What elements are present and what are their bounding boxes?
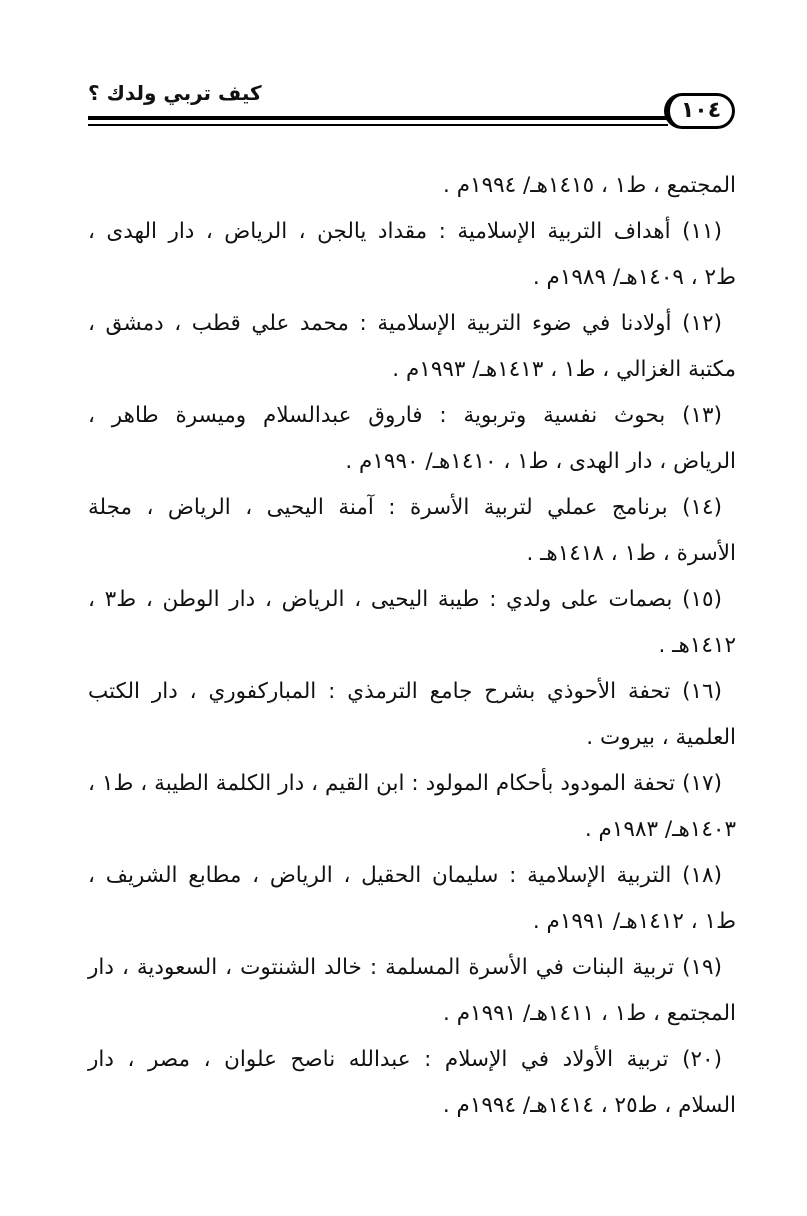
entry-second-line: المجتمع ، ط١ ، ١٤١١هـ/ ١٩٩١م .: [443, 1001, 736, 1026]
page-number: ١٠٤: [664, 93, 735, 129]
bibliography-body: [88, 163, 736, 1129]
bibliography-entry-20: [88, 1037, 736, 1129]
entry-second-line: ط١ ، ١٤١٢هـ/ ١٩٩١م .: [532, 909, 736, 934]
entry-number: (١٨): [682, 863, 722, 888]
bibliography-entry-12: [88, 301, 736, 393]
entry-first-line: [88, 577, 736, 623]
entry-first-line: [88, 945, 736, 991]
bibliography-entry-16: [88, 669, 736, 761]
running-header-title: كيف تربي ولدك ؟: [88, 81, 262, 105]
bibliography-continuation: [88, 163, 736, 209]
entry-number: (١٩): [682, 955, 722, 980]
entry-text: أولادنا في ضوء التربية الإسلامية : محمد علي قطب ، دمشق ،: [88, 311, 672, 336]
entry-text: تربية الأولاد في الإسلام : عبدالله ناصح علوان ، مصر ، دار: [88, 1047, 669, 1072]
entry-first-line: [88, 301, 736, 347]
bibliography-entry-13: [88, 393, 736, 485]
entry-second-line: ١٤٠٣هـ/ ١٩٨٣م .: [584, 817, 736, 842]
bibliography-entry-17: [88, 761, 736, 853]
entry-text: أهداف التربية الإسلامية : مقداد يالجن ، الرياض ، دار الهدى ،: [88, 219, 671, 244]
entry-first-line: [88, 393, 736, 439]
entry-text: بحوث نفسية وتربوية : فاروق عبدالسلام وميسرة طاهر ،: [88, 403, 666, 428]
entry-first-line: [88, 1037, 736, 1083]
entry-text: التربية الإسلامية : سليمان الحقيل ، الرياض ، مطابع الشريف ،: [88, 863, 672, 888]
entry-second-line: العلمية ، بيروت .: [586, 725, 736, 750]
continuation-line: المجتمع ، ط١ ، ١٤١٥هـ/ ١٩٩٤م .: [443, 173, 736, 198]
entry-second-line: مكتبة الغزالي ، ط١ ، ١٤١٣هـ/ ١٩٩٣م .: [392, 357, 736, 382]
bibliography-entry-19: [88, 945, 736, 1037]
bibliography-entry-18: [88, 853, 736, 945]
entry-text: بصمات على ولدي : طيبة اليحيى ، الرياض ، دار الوطن ، ط٣ ،: [88, 587, 673, 612]
entry-number: (١٢): [682, 311, 722, 336]
bibliography-entry-15: [88, 577, 736, 669]
entry-first-line: [88, 485, 736, 531]
bibliography-entry-11: [88, 209, 736, 301]
entry-first-line: [88, 209, 736, 255]
bibliography-entry-14: [88, 485, 736, 577]
entry-second-line: ١٤١٢هـ .: [658, 633, 736, 658]
entry-number: (١٥): [682, 587, 722, 612]
header-rule-thick: [88, 116, 668, 120]
entry-number: (١٧): [682, 771, 722, 796]
entry-second-line: الرياض ، دار الهدى ، ط١ ، ١٤١٠هـ/ ١٩٩٠م .: [345, 449, 736, 474]
entry-text: تحفة المودود بأحكام المولود : ابن القيم ، دار الكلمة الطيبة ، ط١ ،: [88, 771, 676, 796]
entry-second-line: ط٢ ، ١٤٠٩هـ/ ١٩٨٩م .: [532, 265, 736, 290]
entry-first-line: [88, 669, 736, 715]
entry-first-line: [88, 853, 736, 899]
header-rule-thin: [88, 124, 668, 126]
entry-number: (١٤): [682, 495, 722, 520]
entry-text: تحفة الأحوذي بشرح جامع الترمذي : المباركفوري ، دار الكتب: [88, 679, 671, 704]
entry-second-line: الأسرة ، ط١ ، ١٤١٨هـ .: [526, 541, 736, 566]
entry-number: (١٣): [682, 403, 722, 428]
entry-first-line: [88, 761, 736, 807]
entry-number: (١٦): [682, 679, 722, 704]
entry-number: (٢٠): [682, 1047, 722, 1072]
entry-second-line: السلام ، ط٢٥ ، ١٤١٤هـ/ ١٩٩٤م .: [442, 1093, 736, 1118]
entry-text: تربية البنات في الأسرة المسلمة : خالد الشنتوت ، السعودية ، دار: [88, 955, 675, 980]
entry-text: برنامج عملي لتربية الأسرة : آمنة اليحيى ، الرياض ، مجلة: [88, 495, 668, 520]
entry-number: (١١): [682, 219, 722, 244]
